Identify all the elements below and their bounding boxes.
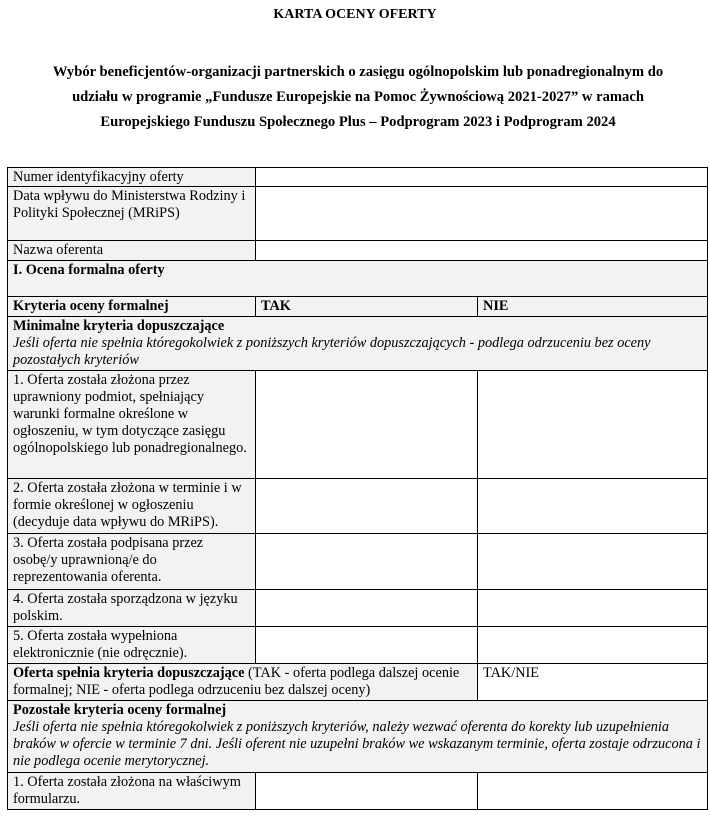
criterion-text: 3. Oferta została podpisana przez osobę/y uprawnioną/e do reprezentowania oferenta.	[8, 534, 256, 590]
column-header-criteria: Kryteria oceny formalnej	[8, 297, 256, 317]
criterion-row	[8, 479, 708, 534]
summary-label	[8, 664, 478, 701]
section-header-row	[8, 261, 708, 297]
info-value-field[interactable]	[256, 187, 708, 241]
info-label: Numer identyfikacyjny oferty	[8, 168, 256, 187]
info-row	[8, 241, 708, 261]
section-title: I. Ocena formalna oferty	[8, 261, 708, 297]
document-subtitle	[20, 60, 696, 135]
info-row	[8, 168, 708, 187]
column-header-yes: TAK	[256, 297, 478, 317]
info-label: Data wpływu do Ministerstwa Rodziny i Polityki Społecznej (MRiPS)	[8, 187, 256, 241]
subtitle-line: Wybór beneficjentów-organizacji partnerskich o zasięgu ogólnopolskim lub ponadregionalnym do	[52, 64, 664, 80]
criterion-row	[8, 627, 708, 664]
evaluation-table	[7, 167, 708, 810]
column-header-no: NIE	[478, 297, 708, 317]
criterion-yes-field[interactable]	[256, 627, 478, 664]
criterion-text: 5. Oferta została wypełniona elektronicznie (nie odręcznie).	[8, 627, 256, 664]
criterion-text: 2. Oferta została złożona w terminie i w formie określonej w ogłoszeniu (decyduje data wpływu do MRiPS).	[8, 479, 256, 534]
info-row	[8, 187, 708, 241]
criterion-yes-field[interactable]	[256, 590, 478, 627]
subsection-row	[8, 317, 708, 371]
criterion-row	[8, 590, 708, 627]
summary-label-bold: Oferta spełnia kryteria dopuszczające	[13, 665, 245, 681]
subtitle-line: udziału w programie „Fundusze Europejskie na Pomoc Żywnościową 2021-2027” w ramach	[72, 89, 644, 105]
info-value-field[interactable]	[256, 241, 708, 261]
criterion-yes-field[interactable]	[256, 534, 478, 590]
summary-value-field[interactable]: TAK/NIE	[478, 664, 708, 701]
criterion-row	[8, 371, 708, 479]
subsection-note: Jeśli oferta nie spełnia któregokolwiek z poniższych kryteriów dopuszczających - podlega odrzuceniu bez oceny pozostałych kryteriów	[13, 335, 651, 368]
summary-label-rest: (TAK - oferta podlega dalszej ocenie formalnej; NIE - oferta podlega odrzuceniu bez dalszej oceny)	[13, 665, 460, 698]
criterion-no-field[interactable]	[478, 479, 708, 534]
criterion-yes-field[interactable]	[256, 773, 478, 810]
subsection-note: Jeśli oferta nie spełnia któregokolwiek z poniższych kryteriów, należy wezwać oferenta do korekty lub uzupełnienia braków w ofercie w terminie 7 dni. Jeśli oferent nie uzupełni braków we wskazanym terminie, oferta zostaje odrzucona i nie podlega ocenie merytorycznej.	[13, 719, 701, 769]
subsection-cell	[8, 317, 708, 371]
criterion-text: 4. Oferta została sporządzona w języku polskim.	[8, 590, 256, 627]
column-header-row	[8, 297, 708, 317]
criterion-row	[8, 773, 708, 810]
criterion-no-field[interactable]	[478, 590, 708, 627]
info-label: Nazwa oferenta	[8, 241, 256, 261]
criterion-no-field[interactable]	[478, 627, 708, 664]
criterion-yes-field[interactable]	[256, 371, 478, 479]
criterion-text: 1. Oferta została złożona na właściwym formularzu.	[8, 773, 256, 810]
subsection-row	[8, 701, 708, 773]
criterion-text: 1. Oferta została złożona przez uprawniony podmiot, spełniający warunki formalne określone w ogłoszeniu, w tym dotyczące zasięgu ogólnopolskiego lub ponadregionalnego.	[8, 371, 256, 479]
criterion-no-field[interactable]	[478, 534, 708, 590]
criterion-row	[8, 534, 708, 590]
document-title: KARTA OCENY OFERTY	[273, 7, 437, 22]
info-value-field[interactable]	[256, 168, 708, 187]
subsection-heading: Minimalne kryteria dopuszczające	[13, 318, 225, 334]
subtitle-line: Europejskiego Funduszu Społecznego Plus – Podprogram 2023 i Podprogram 2024	[100, 114, 616, 130]
summary-row	[8, 664, 708, 701]
criterion-no-field[interactable]	[478, 371, 708, 479]
criterion-yes-field[interactable]	[256, 479, 478, 534]
subsection-cell	[8, 701, 708, 773]
criterion-no-field[interactable]	[478, 773, 708, 810]
subsection-heading: Pozostałe kryteria oceny formalnej	[13, 702, 227, 718]
